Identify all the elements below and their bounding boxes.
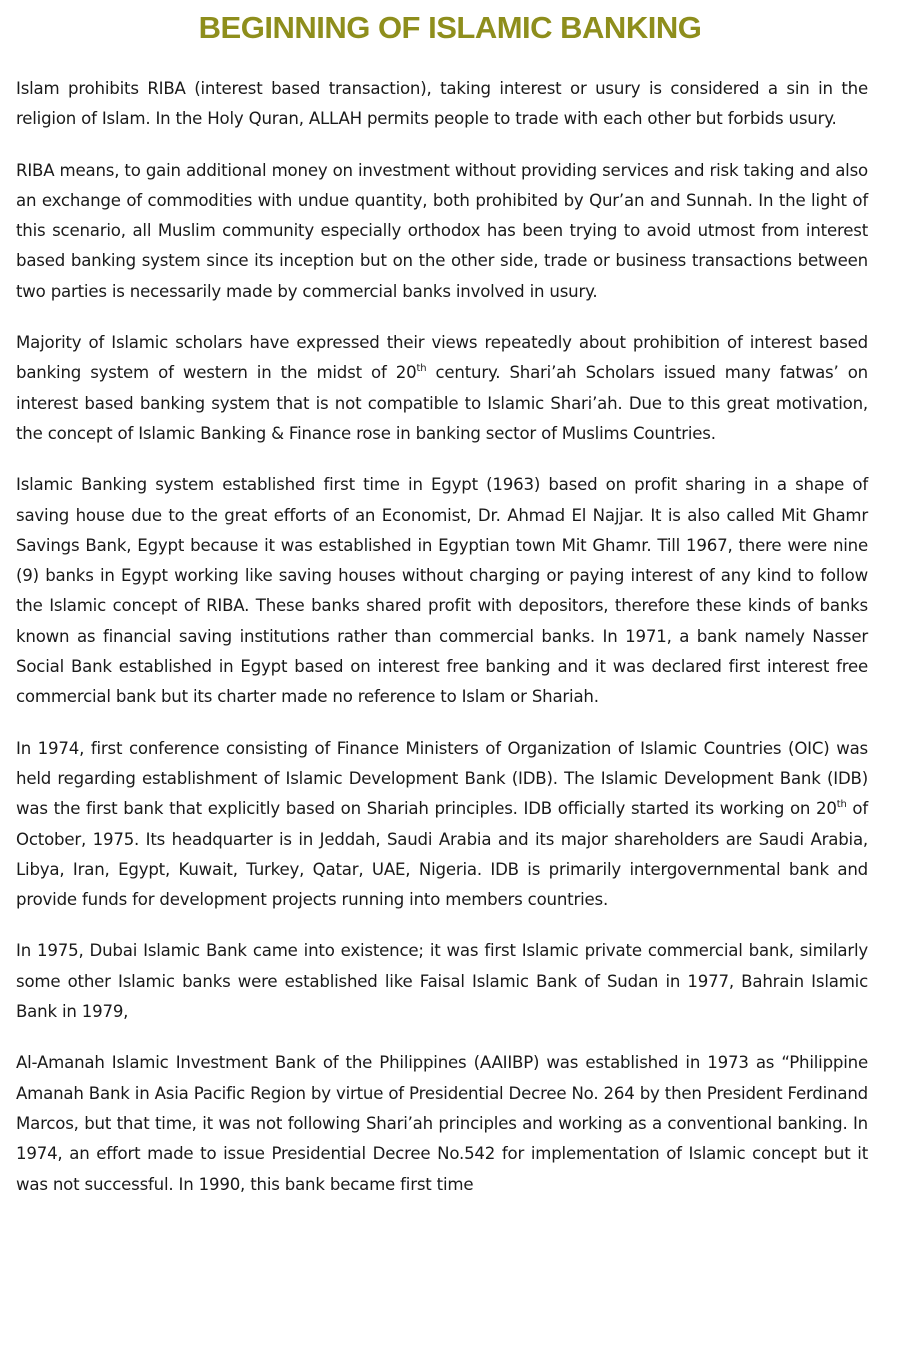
paragraph-egypt-history: Islamic Banking system established first time in Egypt (1963) based on profit sharing in a shape of saving house due to the great efforts of an Economist, Dr. Ahmad El Najjar. It is also called Mit Ghamr Savings Bank, Egypt because it was established in Egyptian town Mit Ghamr. Till 1967, there were nine (9) banks in Egypt working like saving houses without charging or paying interest of any kind to follow the Islamic concept of RIBA. These banks shared profit with depositors, therefore these kinds of banks known as financial saving institutions rather than commercial banks. In 1971, a bank namely Nasser Social Bank established in Egypt based on interest free banking and it was declared first interest free commercial bank but its charter made no reference to Islam or Shariah. bbox=[16, 475, 868, 707]
superscript: th bbox=[416, 363, 427, 375]
paragraph-riba-meaning: RIBA means, to gain additional money on investment without providing services and risk taking and also an exchange of commodities with undue quantity, both prohibited by Qur’an and Sunnah. In the light of this scenario, all Muslim community especially orthodox has been trying to avoid utmost from interest based banking system since its inception but on the other side, trade or business transactions between two parties is necessarily made by commercial banks involved in usury. bbox=[16, 160, 868, 301]
superscript: th bbox=[836, 799, 847, 811]
document-body bbox=[16, 74, 868, 1221]
page-title: BEGINNING OF ISLAMIC BANKING bbox=[198, 10, 702, 45]
paragraph-riba-prohibition: Islam prohibits RIBA (interest based transaction), taking interest or usury is considered a sin in the religion of Islam. In the Holy Quran, ALLAH permits people to trade with each other but forbids usury. bbox=[16, 79, 868, 129]
paragraph-dubai-bank: In 1975, Dubai Islamic Bank came into existence; it was first Islamic private commercial bank, similarly some other Islamic banks were established like Faisal Islamic Bank of Sudan in 1977, Bahrain Islamic Bank in 1979, bbox=[16, 941, 868, 1022]
paragraph-text: of October, 1975. Its headquarter is in Jeddah, Saudi Arabia and its major shareholders are Saudi Arabia, Libya, Iran, Egypt, Kuwait, Turkey, Qatar, UAE, Nigeria. IDB is primarily intergovernmental bank and provide funds for development projects running into members countries. bbox=[16, 799, 869, 910]
paragraph-text: Majority of Islamic scholars have expressed their views repeatedly about prohibition of interest based banking system of western in the midst of 20 bbox=[16, 333, 868, 383]
paragraph-scholars-views bbox=[16, 328, 868, 449]
paragraph-aaiibp: Al-Amanah Islamic Investment Bank of the Philippines (AAIIBP) was established in 1973 as “Philippine Amanah Bank in Asia Pacific Region by virtue of Presidential Decree No. 264 by then President Ferdinand Marcos, but that time, it was not following Shari’ah principles and working as a conventional banking. In 1974, an effort made to issue Presidential Decree No.542 for implementation of Islamic concept but it was not successful. In 1990, this bank became first time bbox=[16, 1053, 868, 1194]
paragraph-idb bbox=[16, 734, 868, 916]
paragraph-text: century. Shari’ah Scholars issued many fatwas’ on interest based banking system that is not compatible to Islamic Shari’ah. Due to this great motivation, the concept of Islamic Banking & Finance rose in banking sector of Muslims Countries. bbox=[16, 363, 868, 443]
paragraph-text: In 1974, first conference consisting of Finance Ministers of Organization of Islamic Countries (OIC) was held regarding establishment of Islamic Development Bank (IDB). The Islamic Development Bank (IDB) was the first bank that explicitly based on Shariah principles. IDB officially started its working on 20 bbox=[16, 738, 868, 819]
